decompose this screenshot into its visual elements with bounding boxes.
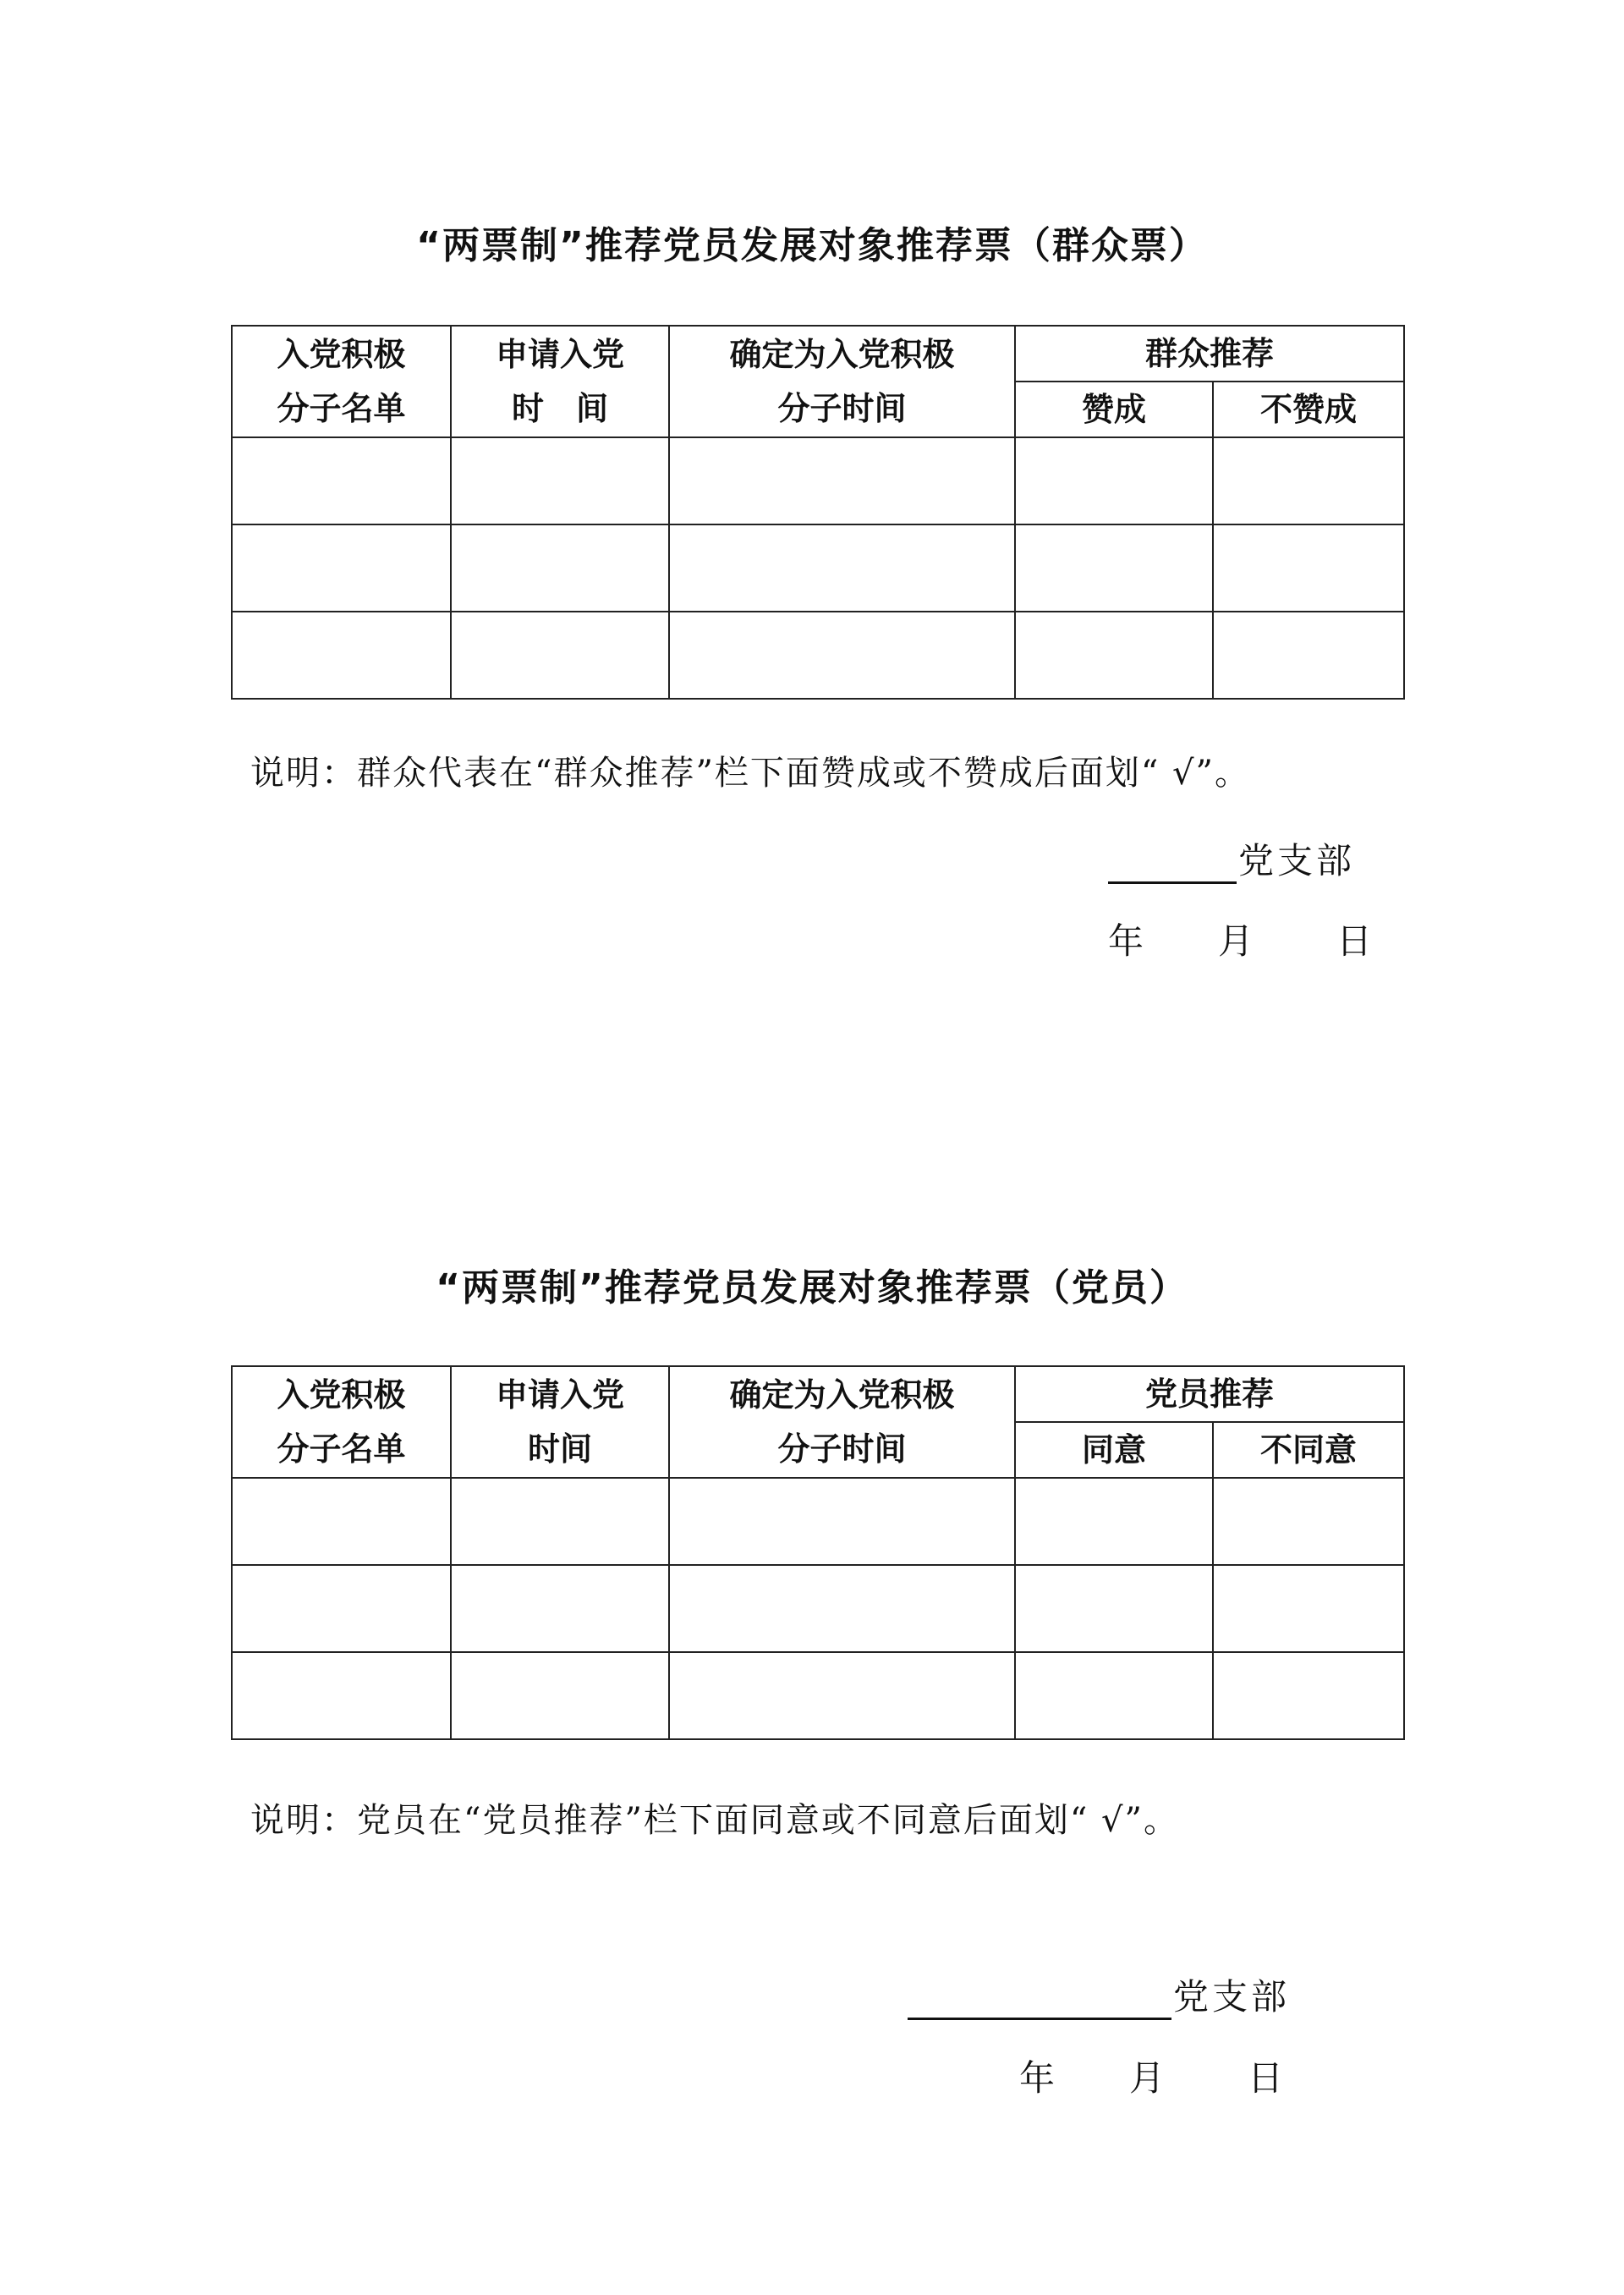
branch-signature [908,1969,1290,2020]
cell-name[interactable] [232,524,451,612]
ticket-title-members: “两票制”推荐党员发展对象推荐票（党员） [436,1266,1188,1309]
cell-name[interactable] [232,1652,451,1739]
cell-name[interactable] [232,1565,451,1652]
cell-application-time[interactable] [451,1565,669,1652]
header-group-recommend: 党员推荐 [1015,1366,1404,1422]
table-row [232,612,1404,699]
header-disapprove: 不赞成 [1213,382,1404,437]
header-group-recommend: 群众推荐 [1015,326,1404,382]
cell-approve[interactable] [1015,612,1213,699]
ticket-table-members [231,1365,1405,1740]
instruction-note: 说明：群众代表在“群众推荐”栏下面赞成或不赞成后面划“ √”。 [250,754,1250,793]
cell-confirm-time[interactable] [669,437,1015,524]
cell-agree[interactable] [1015,1652,1213,1739]
ticket-table-masses [231,325,1405,700]
cell-application-time[interactable] [451,437,669,524]
date-year: 年 [1019,2057,1056,2099]
ticket-title-masses: “两票制”推荐党员发展对象推荐票（群众票） [416,224,1208,267]
date-line [1019,2051,1283,2101]
header-candidate-list: 入党积极 分子名单 [232,1366,451,1478]
header-activist-confirm-time: 确定为入党积极 分子时间 [669,326,1015,437]
cell-confirm-time[interactable] [669,1652,1015,1739]
branch-name-blank[interactable] [1108,844,1237,884]
instruction-note: 说明：党员在“党员推荐”栏下面同意或不同意后面划“ √”。 [250,1801,1179,1840]
cell-disapprove[interactable] [1213,612,1404,699]
header-approve: 赞成 [1015,382,1213,437]
cell-agree[interactable] [1015,1565,1213,1652]
cell-name[interactable] [232,1478,451,1565]
header-candidate-list: 入党积极 分子名单 [232,326,451,437]
cell-disapprove[interactable] [1213,524,1404,612]
header-application-time: 申请入党 时 间 [451,326,669,437]
cell-application-time[interactable] [451,1478,669,1565]
cell-confirm-time[interactable] [669,612,1015,699]
cell-name[interactable] [232,612,451,699]
date-month: 月 [1218,920,1254,962]
cell-confirm-time[interactable] [669,1478,1015,1565]
table-row [232,437,1404,524]
cell-application-time[interactable] [451,524,669,612]
branch-label: 党支部 [1173,1976,1291,2018]
date-line [1108,914,1372,964]
date-month: 月 [1129,2057,1166,2099]
cell-disapprove[interactable] [1213,437,1404,524]
cell-approve[interactable] [1015,524,1213,612]
cell-disagree[interactable] [1213,1652,1404,1739]
cell-confirm-time[interactable] [669,1565,1015,1652]
cell-application-time[interactable] [451,612,669,699]
cell-application-time[interactable] [451,1652,669,1739]
table-row [232,1565,1404,1652]
header-agree: 同意 [1015,1422,1213,1478]
table-row [232,1478,1404,1565]
header-disagree: 不同意 [1213,1422,1404,1478]
date-day: 日 [1248,2057,1284,2099]
branch-name-blank[interactable] [908,1980,1171,2020]
cell-approve[interactable] [1015,437,1213,524]
header-application-time: 申请入党 时间 [451,1366,669,1478]
table-row [232,524,1404,612]
cell-disagree[interactable] [1213,1478,1404,1565]
cell-agree[interactable] [1015,1478,1213,1565]
branch-signature [1108,833,1355,884]
table-row [232,1652,1404,1739]
header-activist-confirm-time: 确定为入党积极 分子时间 [669,1366,1015,1478]
cell-name[interactable] [232,437,451,524]
date-day: 日 [1336,920,1373,962]
cell-disagree[interactable] [1213,1565,1404,1652]
cell-confirm-time[interactable] [669,524,1015,612]
date-year: 年 [1108,920,1144,962]
branch-label: 党支部 [1238,840,1356,881]
